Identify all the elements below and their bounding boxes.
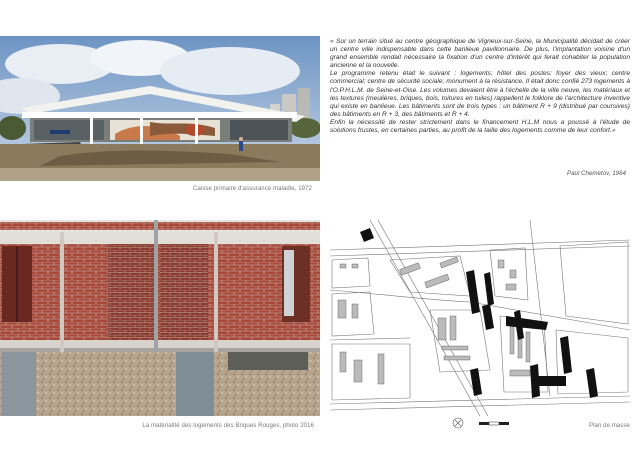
- quote-paragraph-3: Enfin la nécessité de rester strictement dans le financement H.L.M nous a poussé à l'étude de solutions frustes, en certaines parties, au profit de la taille des logements comme de leur confort.»: [330, 118, 630, 135]
- photo-health-insurance-building: [0, 36, 320, 181]
- photo-top-caption: Caisse primaire d'assurance maladie, 1972: [193, 186, 312, 192]
- site-plan-caption: Plan de masse: [589, 423, 630, 429]
- quote-author: Paul Chemetov, 1964: [566, 170, 626, 177]
- photo-bottom-caption: La matérialité des logements des Briques Rouges, photo 2016: [142, 423, 314, 429]
- quote-paragraph-1: « Sur un terrain situé au centre géographique de Vigneux-sur-Seine, la Municipalité décidait de créer un centre ville indispensable dans cette banlieue pavillonnaire. De plus, l'implantation voisine d'un grand ensemble rendait nécessaire la fixation d'un centre d'intérêt qui ferait cohabiter la population ancienne et la nouvelle.: [330, 38, 630, 70]
- north-arrow-icon: [452, 417, 464, 429]
- quote-block: [330, 38, 630, 135]
- site-plan-drawing: [330, 220, 630, 416]
- photo-brick-facade: [0, 220, 320, 416]
- brick-facade-illustration: [0, 220, 320, 416]
- building-photo-illustration: [0, 36, 320, 181]
- quote-paragraph-2: Le programme retenu était le suivant : logements; hôtel des postes; foyer des vieux; centre commercial; centre de sécurité sociale; monument à la résistance. Il était donc confié 273 logements à l'O.P.H.L.M. de Seine-et-Oise. Les volumes devaient être à l'échelle de la ville neuve, les matériaux et les textures (meulières, briques, bois, toitures en tuiles) rappellent le folklore de l'architecture inventive qui existe en banlieue. Les bâtiments sont de trois types : un bâtiment R + 9 (distribué par coursives) des bâtiments en R + 3, des bâtiments et R + 4.: [330, 70, 630, 118]
- site-plan: [330, 220, 630, 416]
